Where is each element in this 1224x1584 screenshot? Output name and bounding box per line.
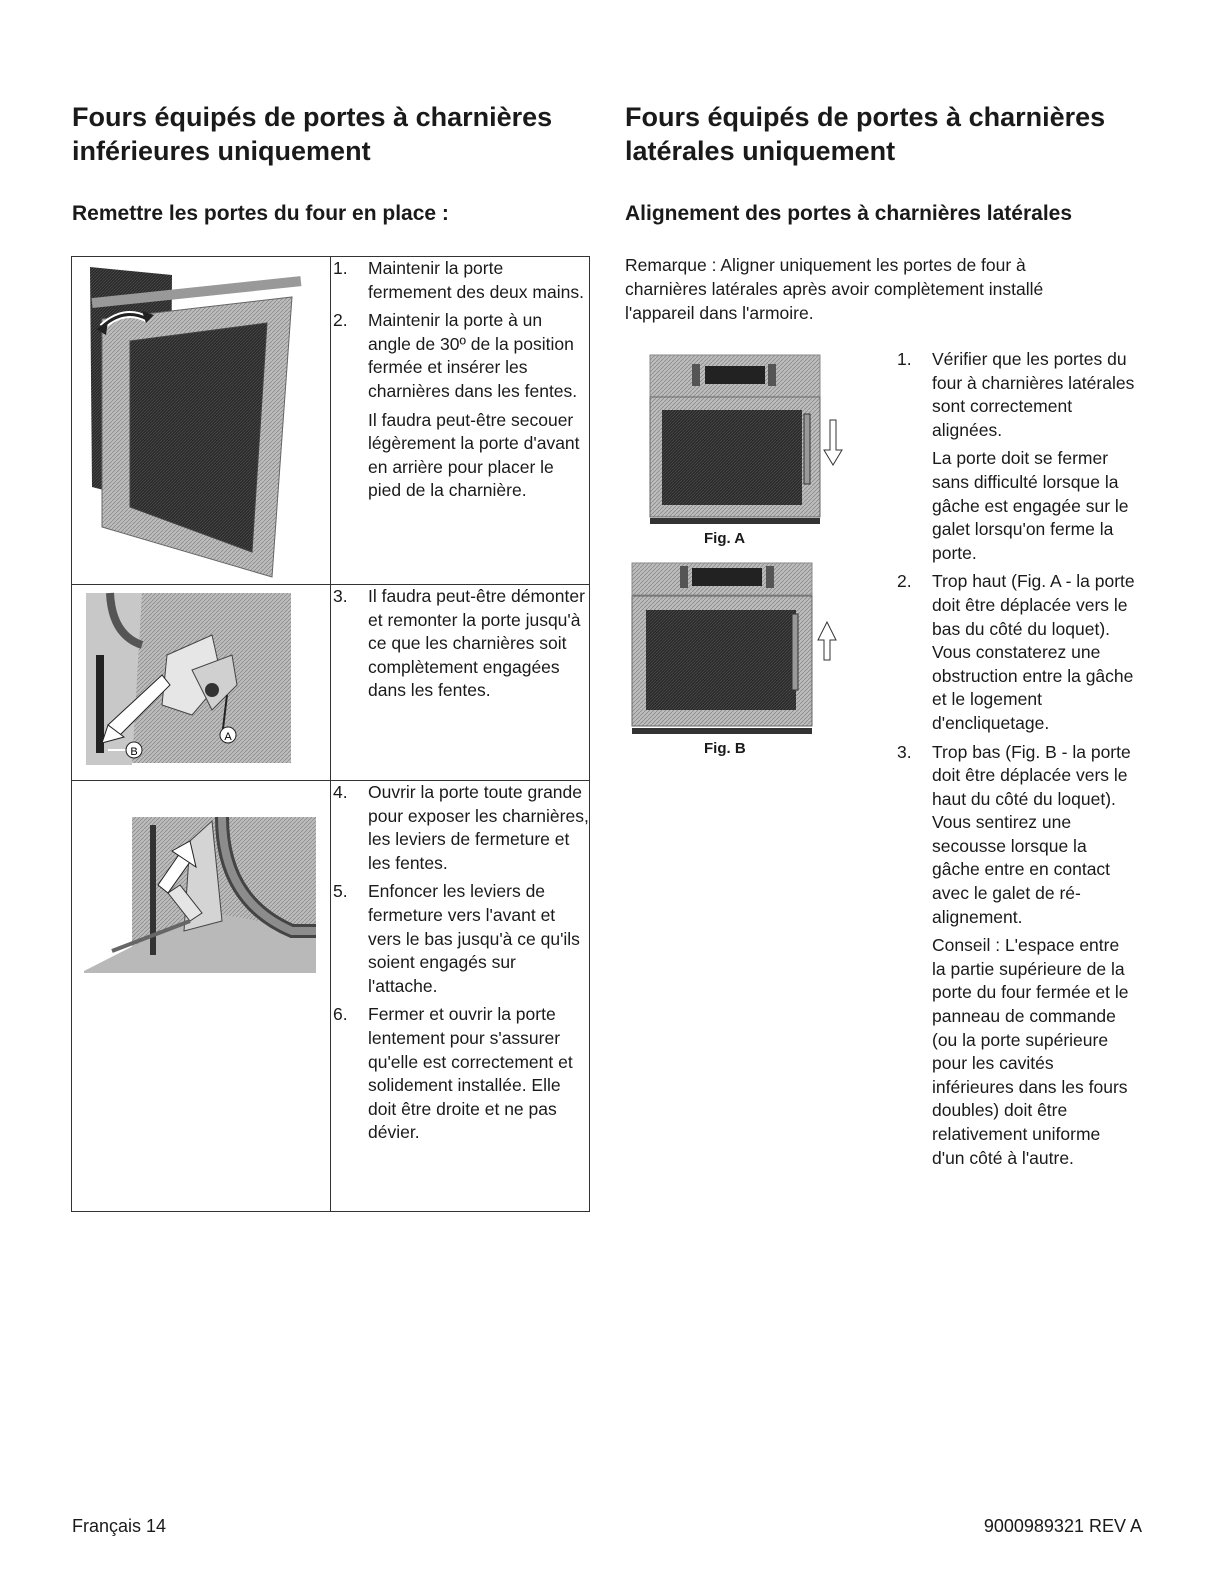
step-number: 5.	[333, 881, 348, 902]
step-number: 2.	[897, 571, 912, 592]
step-number: 3.	[897, 741, 912, 762]
arrow-down-icon	[824, 420, 842, 465]
list-item	[331, 1003, 589, 1145]
oven-door-angle-illustration	[72, 257, 330, 579]
list-item	[331, 781, 589, 875]
step-text: Maintenir la porte à un angle de 30º de la position fermée et insérer les charnières dans les fentes.	[368, 310, 578, 401]
step-number: 1.	[897, 349, 912, 369]
steps-list	[331, 257, 589, 503]
list-item	[895, 348, 1135, 565]
page-footer-language-page: Français 14	[72, 1516, 167, 1536]
right-section-title: Fours équipés de portes à charnières latérales uniquement	[625, 102, 1106, 166]
step-text: Ouvrir la porte toute grande pour exposer les charnières, les leviers de fermeture et les fentes.	[368, 782, 589, 873]
hinge-label-b: B	[130, 746, 138, 758]
list-item	[895, 570, 1135, 735]
steps-cell	[331, 257, 590, 585]
illustration-cell	[72, 585, 331, 781]
left-subtitle: Remettre les portes du four en place :	[72, 202, 449, 225]
table-row	[72, 257, 590, 585]
fig-a-caption: Fig. A	[704, 530, 746, 547]
hinge-lever-illustration	[72, 781, 330, 1011]
steps-list	[331, 781, 589, 1145]
illustration-cell	[72, 257, 331, 585]
step-text: Vérifier que les portes du four à charnières latérales sont correctement alignées.	[932, 349, 1135, 440]
fig-b-oven-illustration	[620, 560, 860, 740]
alignment-note: Remarque : Aligner uniquement les portes de four à charnières latérales après avoir complètement installé l'appareil dans l'armoire.	[625, 255, 1044, 323]
fig-a-oven-illustration	[620, 350, 860, 530]
list-item	[331, 257, 589, 304]
steps-cell	[331, 585, 590, 781]
alignment-steps-list	[895, 348, 1135, 1175]
step-text: Conseil : L'espace entre la partie supérieure de la porte du four fermée et le panneau de commande (ou la porte supérieure pour les cavités inférieures dans les fours doubles) doit être relativement uniforme d'un côté à l'autre.	[932, 935, 1129, 1168]
step-text: Enfoncer les leviers de fermeture vers l'avant et vers le bas jusqu'à ce qu'ils soient engagés sur l'attache.	[368, 881, 580, 996]
step-text: Fermer et ouvrir la porte lentement pour s'assurer qu'elle est correctement et solidement installée. Elle doit être droite et ne pas dévier.	[368, 1004, 573, 1143]
step-number: 6.	[333, 1004, 348, 1025]
list-item	[331, 880, 589, 998]
step-text: Il faudra peut-être démonter et remonter la porte jusqu'à ce que les charnières soit complètement engagées dans les fentes.	[368, 586, 585, 701]
step-text: Maintenir la porte fermement des deux mains.	[368, 258, 584, 302]
step-text: Il faudra peut-être secouer légèrement la porte d'avant en arrière pour placer le pied de la charnière.	[368, 409, 580, 501]
arrow-up-icon	[818, 622, 836, 660]
hinge-slot-illustration	[72, 585, 330, 775]
table-row	[72, 781, 590, 1212]
left-section-title: Fours équipés de portes à charnières inférieures uniquement	[72, 102, 553, 166]
list-item	[331, 309, 589, 503]
steps-cell	[331, 781, 590, 1212]
hinge-label-a: A	[224, 731, 232, 743]
right-subtitle: Alignement des portes à charnières latérales	[625, 202, 1073, 225]
table-row	[72, 585, 590, 781]
step-text: Trop bas (Fig. B - la porte doit être déplacée vers le haut du côté du loquet). Vous sentirez une secousse lorsque la gâche entre en contact avec le galet de ré-alignement.	[932, 741, 1131, 927]
step-number: 2.	[333, 310, 348, 331]
step-text: Trop haut (Fig. A - la porte doit être déplacée vers le bas du côté du loquet). Vous constaterez une obstruction entre la gâche et le logement d'encliquetage.	[932, 571, 1135, 733]
step-number: 4.	[333, 782, 348, 802]
door-replacement-table	[71, 256, 590, 1212]
step-number: 3.	[333, 586, 348, 606]
steps-list	[331, 585, 589, 703]
page-footer-document-number: 9000989321 REV A	[983, 1516, 1142, 1536]
list-item	[895, 741, 1135, 1171]
list-item	[331, 585, 589, 703]
step-number: 1.	[333, 258, 348, 278]
step-text: La porte doit se fermer sans difficulté lorsque la gâche est engagée sur le galet lorsqu'on ferme la porte.	[932, 448, 1129, 563]
illustration-cell	[72, 781, 331, 1212]
fig-b-caption: Fig. B	[704, 740, 746, 757]
